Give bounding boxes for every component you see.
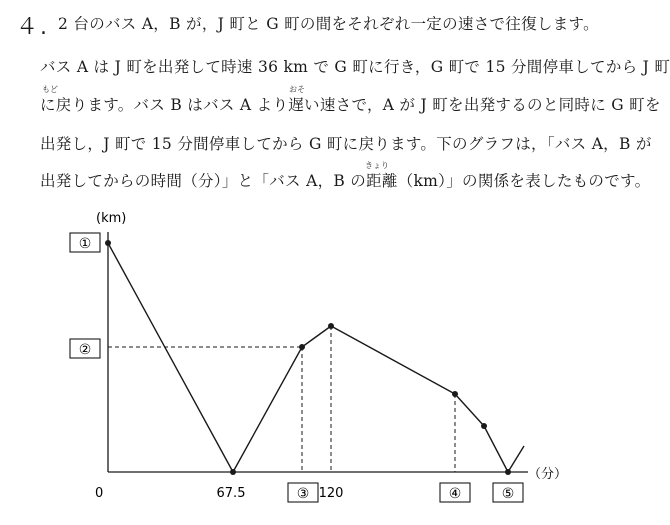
x-label-5: ⑤ — [501, 486, 515, 502]
x-tick-67-5: 67.5 — [216, 486, 246, 501]
data-point-4 — [328, 323, 334, 329]
axes — [108, 232, 528, 472]
problem-line-3: に戻ります。バス B はバス A より遅い速さで，A が J 町を出発するのと同時に G 町を — [40, 96, 661, 114]
problem-text — [0, 0, 670, 200]
ruby-modo: もど — [42, 85, 58, 94]
x-label-box-4 — [440, 483, 470, 502]
y-label-box-1 — [70, 233, 100, 252]
data-point-3 — [299, 344, 305, 350]
problem-line-2: バス A は J 町を出発して時速 36 km で G 町に行き，G 町で 15 分間停車してから J 町 — [40, 58, 670, 76]
guide-lines — [108, 326, 455, 472]
distance-time-graph — [0, 200, 670, 521]
x-axis-unit: （分） — [528, 467, 568, 482]
problem-line-1: 2 台のバス A，B が，J 町と G 町の間をそれぞれ一定の速さで往復します。 — [58, 15, 599, 33]
series-points — [105, 240, 511, 475]
data-point-5 — [452, 391, 458, 397]
origin-label: 0 — [95, 486, 104, 501]
distance-line — [108, 243, 508, 472]
data-point-7 — [505, 469, 511, 475]
data-point-6 — [481, 423, 487, 429]
ruby-oso: おそ — [289, 85, 305, 94]
series-lines — [108, 243, 524, 472]
y-label-box-2 — [70, 339, 100, 358]
problem-line-5: 出発してからの時間（分）」と「バス A，B の距離（km）」の関係を表したものです。 — [40, 172, 651, 190]
ruby-kyori: きょり — [365, 161, 389, 170]
data-point-1 — [105, 240, 111, 246]
question-number: ４. — [16, 15, 49, 40]
x-label-4: ④ — [448, 486, 462, 502]
x-label-box-3 — [288, 483, 318, 502]
graph-svg — [0, 200, 670, 521]
x-label-3: ③ — [296, 486, 310, 502]
y-axis-unit: (km) — [96, 211, 127, 226]
problem-line-4: 出発し，J 町で 15 分間停車してから G 町に戻ります。下のグラフは，「バス A，B が — [40, 135, 652, 153]
distance-line-continuation — [508, 446, 524, 472]
x-tick-120: 120 — [318, 486, 344, 501]
data-point-2 — [230, 469, 236, 475]
x-label-box-5 — [493, 483, 523, 502]
y-label-2: ② — [78, 342, 92, 358]
y-label-1: ① — [78, 236, 92, 252]
